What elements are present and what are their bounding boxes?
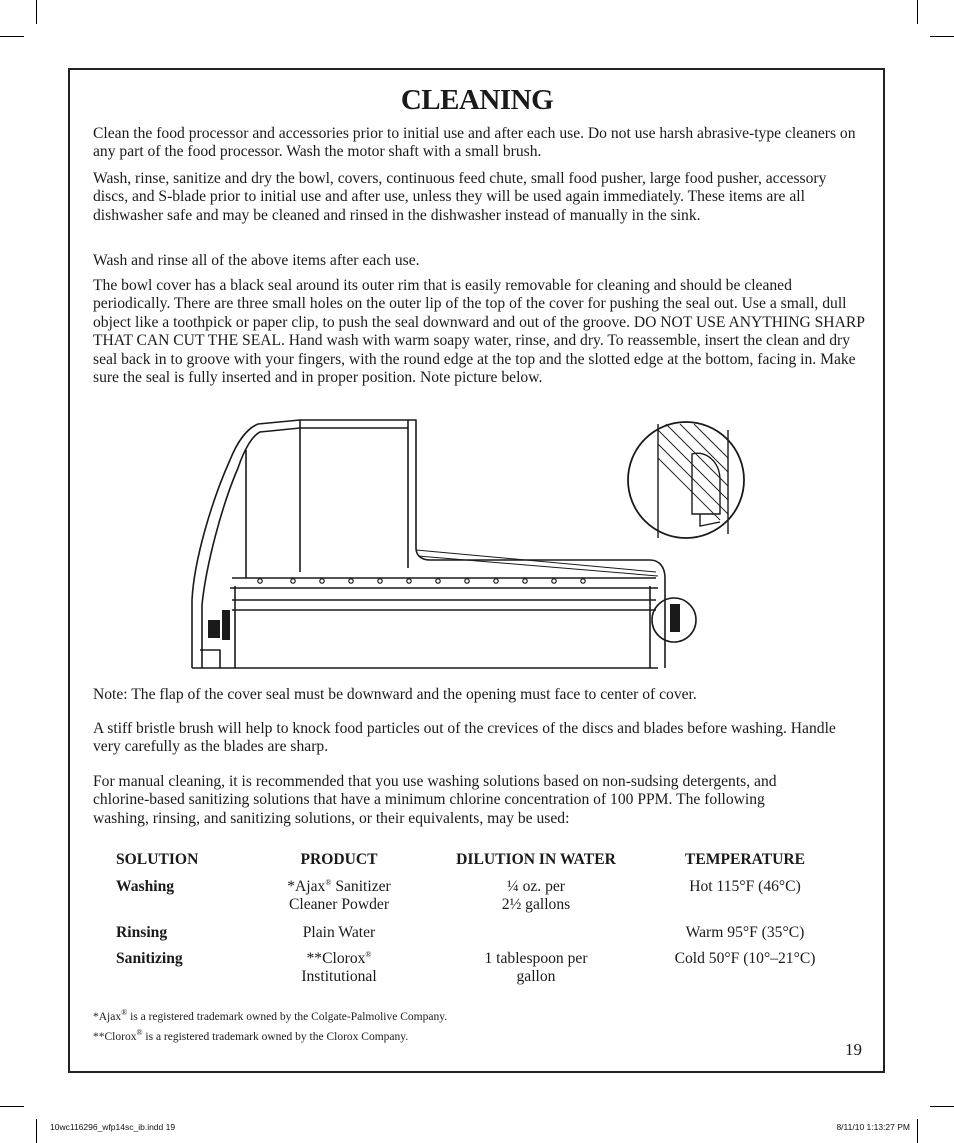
crop-mark (0, 1106, 24, 1107)
slug-timestamp: 8/11/10 1:13:27 PM (836, 1122, 910, 1132)
bowl-cover-seal-diagram (180, 410, 760, 680)
paragraph-brush: A stiff bristle brush will help to knock food particles out of the crevices of the discs and blades before washing. Handle very carefully as the blades are sharp. (93, 720, 836, 756)
cell-dilution: 1 tablespoon per gallon (484, 950, 588, 986)
paragraph-seal-note: Note: The flap of the cover seal must be downward and the opening must face to center of cover. (93, 686, 697, 703)
header-solution: SOLUTION (116, 851, 199, 868)
header-dilution: DILUTION IN WATER (456, 851, 616, 868)
paragraph-intro: Clean the food processor and accessories prior to initial use and after each use. Do not use harsh abrasive-type cleaners on any part of the food processor. Wash the motor shaft with a small brush. (93, 125, 856, 161)
crop-mark (917, 0, 918, 24)
crop-mark (917, 1119, 918, 1143)
cell-product: **Clorox® Institutional (301, 949, 377, 986)
cell-solution: Washing (116, 878, 175, 895)
crop-mark (36, 1119, 37, 1143)
paragraph-manual-cleaning: For manual cleaning, it is recommended that you use washing solutions based on non-sudsing detergents, and chlorine-based sanitizing solutions that have a minimum chlorine concentration of 100 PPM. The following washing, rinsing, and sanitizing solutions, or their equivalents, may be used: (93, 773, 777, 827)
crop-mark (36, 0, 37, 24)
crop-mark (0, 36, 24, 37)
cell-solution: Rinsing (116, 924, 168, 941)
cell-temperature: Cold 50°F (10°–21°C) (674, 950, 816, 967)
cell-product: *Ajax® Sanitizer Cleaner Powder (287, 877, 391, 914)
cell-temperature: Warm 95°F (35°C) (685, 924, 805, 941)
page-number: 19 (845, 1040, 862, 1059)
footnote-clorox: **Clorox® is a registered trademark owned by the Clorox Company. (93, 1028, 409, 1043)
header-product: PRODUCT (300, 851, 378, 868)
footnote-ajax: *Ajax® is a registered trademark owned by the Colgate-Palmolive Company. (93, 1008, 448, 1023)
paragraph-seal: The bowl cover has a black seal around its outer rim that is easily removable for cleaning and should be cleaned periodically. There are three small holes on the outer lip of the top of the cover for pushing the seal out. Use a small, dull object like a toothpick or paper clip, to push the seal downward and out of the groove. DO NOT USE ANYTHING SHARP THAT CAN CUT THE SEAL. Hand wash with warm soapy water, rinse, and dry. To reassemble, insert the clean and dry seal back in to groove with your fingers, with the round edge at the top and the slotted edge at the bottom, facing in. Make sure the seal is fully inserted and in proper position. Note picture below. (93, 277, 865, 387)
slug-filename: 10wc116296_wfp14sc_ib.indd 19 (50, 1122, 176, 1132)
cell-solution: Sanitizing (116, 950, 183, 967)
crop-mark (930, 1106, 954, 1107)
header-temperature: TEMPERATURE (684, 851, 806, 868)
paragraph-wash-rinse: Wash and rinse all of the above items after each use. (93, 252, 420, 269)
cell-product: Plain Water (302, 924, 376, 941)
cell-dilution: ¼ oz. per 2½ gallons (501, 878, 571, 914)
paragraph-wash-items: Wash, rinse, sanitize and dry the bowl, covers, continuous feed chute, small food pusher, large food pusher, accessory discs, and S-blade prior to initial use and after use, unless they will be used again immediately. These items are all dishwasher safe and may be cleaned and rinsed in the dishwasher instead of manually in the sink. (93, 170, 827, 224)
page-title: CLEANING (400, 84, 554, 116)
cell-temperature: Hot 115°F (46°C) (689, 878, 801, 895)
crop-mark (930, 36, 954, 37)
